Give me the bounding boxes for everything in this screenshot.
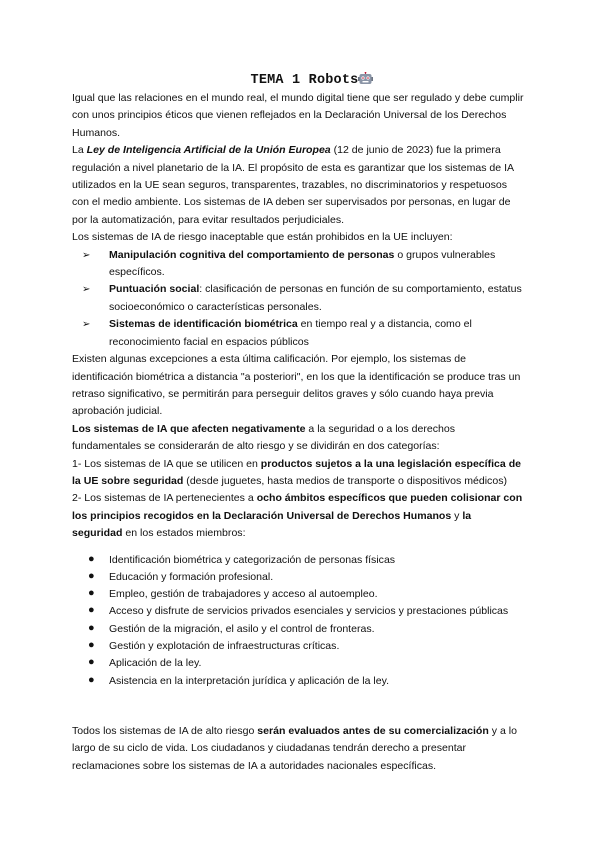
bullet-icon: ● <box>88 639 95 652</box>
high-risk-paragraph: Los sistemas de IA que afecten negativamente a la seguridad o a los derechos fundamentales se considerarán de alto riesgo y se dividirán en dos categorías: <box>72 422 455 453</box>
page-title <box>100 72 524 90</box>
exceptions-paragraph: Existen algunas excepciones a esta última calificación. Por ejemplo, los sistemas de identificación biométrica a distancia "a posteriori", en los que la identificación se produce tras un retraso significativo, se permitirán para perseguir delitos graves y sólo cuando haya previa aprobación judicial. <box>72 353 521 418</box>
arrow-icon: ➢ <box>82 249 91 261</box>
list-item: ● Acceso y disfrute de servicios privados esenciales y servicios y prestaciones públicas <box>72 603 524 620</box>
areas-list <box>72 552 524 690</box>
bullet-icon: ● <box>88 673 95 686</box>
list-item: ● Identificación biométrica y categorización de personas físicas <box>72 552 524 569</box>
bullet-icon: ● <box>88 656 95 669</box>
robot-icon <box>358 72 373 85</box>
list-item: ➢ Sistemas de identificación biométrica en tiempo real y a distancia, como el reconocimiento facial en espacios públicos <box>82 318 472 348</box>
prohibited-list <box>72 247 524 351</box>
title-text: TEMA 1 Robots <box>250 73 359 88</box>
law-name: Ley de Inteligencia Artificial de la Unión Europea <box>86 144 331 157</box>
list-item: ● Educación y formación profesional. <box>72 569 524 586</box>
list-item: ● Aplicación de la ley. <box>72 655 524 672</box>
list-item: ● Gestión de la migración, el asilo y el control de fronteras. <box>72 621 524 638</box>
list-item: ● Gestión y explotación de infraestructuras críticas. <box>72 638 524 655</box>
list-item: ➢ Manipulación cognitiva del comportamiento de personas o grupos vulnerables específicos. <box>82 248 496 279</box>
risk-intro: Los sistemas de IA de riesgo inaceptable que están prohibidos en la UE incluyen: <box>72 231 453 244</box>
law-post: (12 de junio de 2023) fue la primera regulación a nivel planetario de la IA. El propósito de esta es garantizar que los sistemas de IA utilizados en la UE sean seguros, transparentes, trazables, no discriminatorios y respetuosos con el medio ambiente. Los sistemas de IA deben ser supervisados por personas, en lugar de por la automatización, para evitar resultados perjudiciales. <box>72 144 514 226</box>
list-item: ● Asistencia en la interpretación jurídica y aplicación de la ley. <box>72 673 524 690</box>
bullet-icon: ● <box>88 552 95 565</box>
bullet-icon: ● <box>88 604 95 617</box>
arrow-icon: ➢ <box>82 284 91 296</box>
arrow-icon: ➢ <box>82 319 91 331</box>
category-1: 1- Los sistemas de IA que se utilicen en productos sujetos a la una legislación específica de la UE sobre seguridad (desde juguetes, hasta medios de transporte o dispositivos médicos) <box>72 457 522 487</box>
list-item: ● Empleo, gestión de trabajadores y acceso al autoempleo. <box>72 586 524 603</box>
bullet-icon: ● <box>88 569 95 582</box>
intro-paragraph: Igual que las relaciones en el mundo real, el mundo digital tiene que ser regulado y debe cumplir con unos principios éticos que vienen reflejados en la Declaración Universal de los Derechos Humanos. <box>72 92 524 139</box>
bullet-icon: ● <box>88 587 95 600</box>
law-paragraph <box>72 142 524 229</box>
law-pre: La <box>72 144 87 157</box>
list-item: ➢ Puntuación social: clasificación de personas en función de su comportamiento, estatus socioeconómico o características personales. <box>82 283 522 313</box>
bullet-icon: ● <box>88 621 95 634</box>
category-2: 2- Los sistemas de IA pertenecientes a ocho ámbitos específicos que pueden colisionar con los principios recogidos en la Declaración Universal de Derechos Humanos y la seguridad en los estados miembros: <box>72 492 523 540</box>
document-page <box>72 72 524 775</box>
closing-paragraph: Todos los sistemas de IA de alto riesgo serán evaluados antes de su comercialización y a lo largo de su ciclo de vida. Los ciudadanos y ciudadanas tendrán derecho a presentar reclamaciones sobre los sistemas de IA a autoridades nacionales específicas. <box>72 724 517 772</box>
